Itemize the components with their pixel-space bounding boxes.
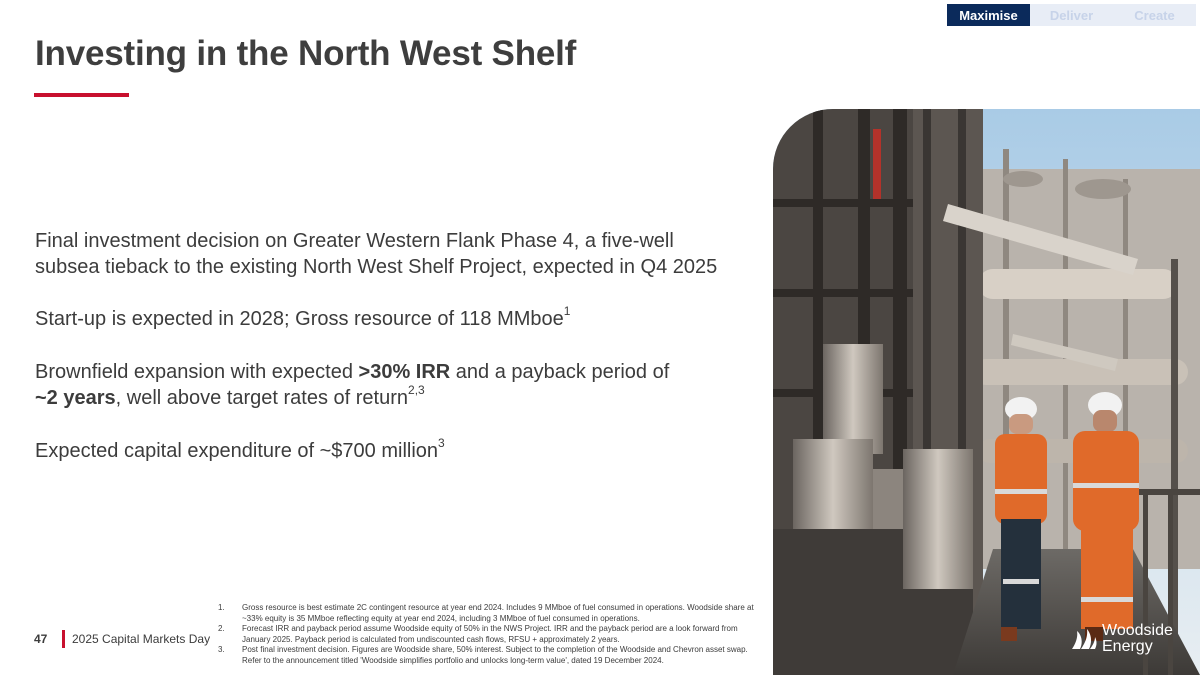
bullet-capex-text: Expected capital expenditure of ~$700 million bbox=[35, 440, 439, 462]
bullet-startup bbox=[35, 306, 735, 332]
payback-value: ~2 years bbox=[35, 387, 116, 409]
logo-line2: Energy bbox=[1102, 638, 1153, 655]
facility-photo bbox=[773, 109, 1200, 675]
bullet-capex bbox=[35, 438, 735, 464]
tab-maximise[interactable]: Maximise bbox=[947, 4, 1030, 26]
footnote-ref: 1 bbox=[563, 304, 571, 319]
irr-value: >30% IRR bbox=[358, 361, 451, 383]
footnote-item bbox=[214, 645, 759, 666]
footnote-number: 1. bbox=[218, 603, 225, 612]
bullet-startup-text: Start-up is expected in 2028; Gross resource of 118 MMboe bbox=[35, 308, 564, 330]
bullet-irr-mid: and a payback period of bbox=[450, 361, 670, 383]
footnote-number: 3. bbox=[218, 645, 225, 654]
page-number: 47 bbox=[34, 632, 48, 646]
industrial-plant-illustration bbox=[773, 109, 1200, 675]
page-title: Investing in the North West Shelf bbox=[35, 34, 577, 73]
logo-wordmark bbox=[1102, 623, 1173, 655]
footnote-number: 2. bbox=[218, 624, 225, 633]
woodside-logo bbox=[1068, 623, 1173, 655]
bullet-irr-post: , well above target rates of return bbox=[115, 387, 409, 409]
footnotes bbox=[214, 603, 759, 666]
section-tabs bbox=[947, 4, 1196, 26]
bullet-fid: Final investment decision on Greater Western Flank Phase 4, a five-well subsea tieback to the existing North West Shelf Project, expected in Q4 2025 bbox=[35, 230, 718, 278]
logo-line1: Woodside bbox=[1102, 622, 1173, 639]
footnote-item bbox=[214, 624, 759, 645]
tab-deliver[interactable]: Deliver bbox=[1030, 4, 1113, 26]
footnote-item bbox=[214, 603, 759, 624]
footnote-text: Gross resource is best estimate 2C contingent resource at year end 2024. Includes 9 MMboe of fuel consumed in operations. Woodside share at ~33% equity is 35 MMboe reflecting equity at year end 2024, including 3 MMboe of fuel consumed in operations. bbox=[242, 603, 754, 623]
footer-divider bbox=[62, 630, 65, 648]
event-name: 2025 Capital Markets Day bbox=[72, 632, 211, 646]
footnote-ref: 2,3 bbox=[408, 383, 425, 398]
tab-create[interactable]: Create bbox=[1113, 4, 1196, 26]
bullet-irr-pre: Brownfield expansion with expected bbox=[35, 361, 359, 383]
footnote-ref: 3 bbox=[438, 436, 445, 451]
footnote-text: Forecast IRR and payback period assume Woodside equity of 50% in the NWS Project. IRR and the payback period are a look forward from January 2025. Payback period is calculated from undiscounted cash flows, RFSU + approximately 2 years. bbox=[242, 624, 738, 644]
title-underline bbox=[34, 93, 129, 97]
footnote-text: Post final investment decision. Figures are Woodside share, 50% interest. Subject to the completion of the Woodside and Chevron asset swap. Refer to the announcement titled 'Woodside simplifies portfolio and unlocks long-term value', dated 19 December 2024. bbox=[242, 645, 748, 665]
bullet-irr bbox=[35, 359, 735, 411]
woodside-leaf-icon bbox=[1068, 625, 1098, 653]
